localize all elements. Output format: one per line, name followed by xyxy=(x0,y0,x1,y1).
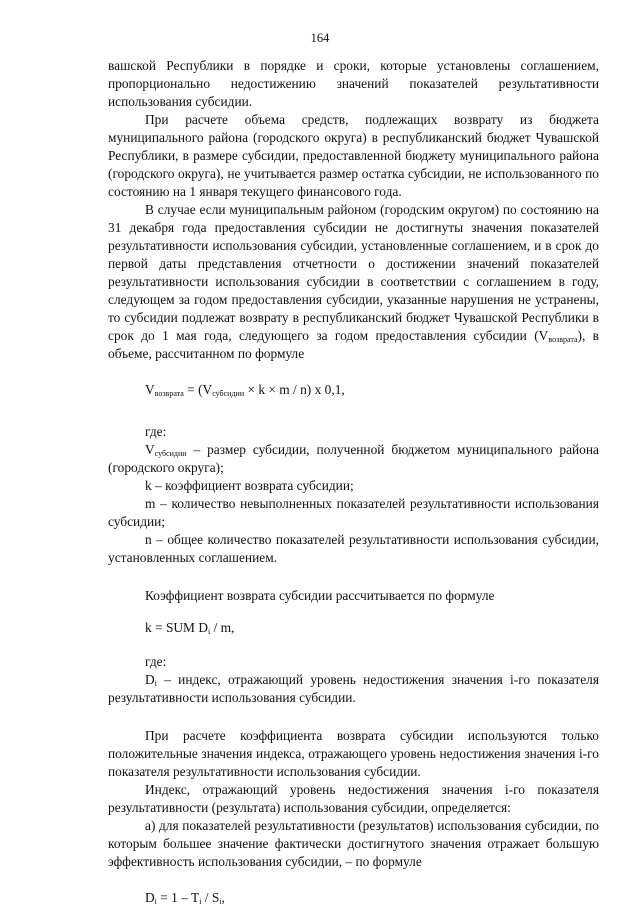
paragraph-index-definition: Индекс, отражающий уровень недостижения значения i-го показателя результативности (результата) использования субсидии, определяется: xyxy=(108,782,599,815)
paragraph-continuation: вашской Республики в порядке и сроки, которые установлены соглашением, пропорционально недостижению значений показателей результативности использования субсидии. xyxy=(108,58,599,109)
definition-m: m – количество невыполненных показателей результативности использования субсидии; xyxy=(108,496,599,529)
coefficient-intro: Коэффициент возврата субсидии рассчитывается по формуле xyxy=(145,588,495,603)
subscript-vozvrata: возврата xyxy=(548,335,578,344)
document-body xyxy=(108,57,599,907)
definition-v-subsidy: $V_{субсидии}$ – размер субсидии, полученной бюджетом муниципального района (городского округа); xyxy=(108,442,599,475)
formula-index-a: $D_i = 1 - T_i / S_i$, xyxy=(145,890,225,906)
where-label: где: xyxy=(145,424,167,439)
return-conditions-text: В случае если муниципальным районом (городским округом) по состоянию на 31 декабря года предоставления субсидии не достигнуты значения показателей результативности использования субсидии, установленные соглашением, и в срок до первой даты представления отчетности о достижении значений показателей результативности использования субсидии в соответствии с соглашением в году, следующем за годом предоставления субсидии, указанные нарушения не устранены, то субсидии подлежат возврату в республиканский бюджет Чувашской Республики в срок до 1 мая года, следующего за годом предоставления субсидии (V xyxy=(108,202,599,343)
where-label-2: где: xyxy=(145,654,167,669)
paragraph-return-conditions xyxy=(108,201,599,363)
definition-n: n – общее количество показателей результативности использования субсидии, установленных соглашением. xyxy=(108,532,599,565)
paragraph-case-a: а) для показателей результативности (результатов) использования субсидии, по которым большее значение фактически достигнутого значения отражает большую эффективность использования субсидии, – по формуле xyxy=(108,818,599,869)
page-number: 164 xyxy=(310,31,330,45)
paragraph-positive-values: При расчете коэффициента возврата субсидии используются только положительные значения индекса, отражающего уровень недостижения значения i-го показателя результативности использования субсидии. xyxy=(108,728,599,779)
definition-d-index: $D_i$ – индекс, отражающий уровень недостижения значения i-го показателя результативности использования субсидии. xyxy=(108,672,599,705)
formula-return-amount: $V_{возврата} = (V_{субсидии} \times k \times m / n)$ x 0,1, xyxy=(145,382,345,398)
return-conditions-tail: ), в объеме, рассчитанном по формуле xyxy=(108,328,599,361)
formula-coefficient: k = SUM $D_i$ / m, xyxy=(145,620,235,636)
paragraph-remainder-calculation: При расчете объема средств, подлежащих возврату из бюджета муниципального района (городского округа) в республиканский бюджет Чувашской Республики, в размере субсидии, предоставленной бюджету муниципального района (городского округа), не учитывается размер остатка субсидии, не использованного по состоянию на 1 января текущего финансового года. xyxy=(108,112,599,199)
definition-k: k – коэффициент возврата субсидии; xyxy=(145,478,354,493)
